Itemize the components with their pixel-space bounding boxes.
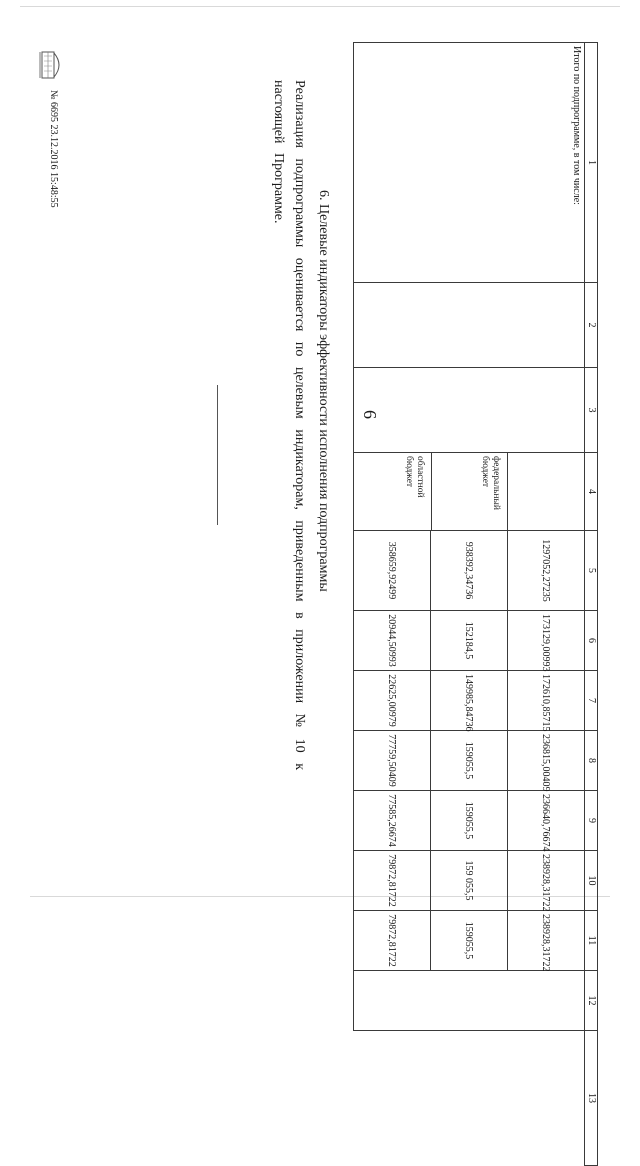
separator-line bbox=[217, 385, 218, 525]
table-cell: 20944,50993 bbox=[354, 611, 431, 671]
table-cell: 152184,5 bbox=[431, 611, 508, 671]
table-cell: 938392,34736 bbox=[431, 531, 508, 611]
header-cell: 1 bbox=[585, 43, 598, 283]
section-heading: 6. Целевые индикаторы эффективности исполнения подпрограммы bbox=[316, 190, 331, 592]
funding-source-total bbox=[507, 453, 584, 530]
empty-cell bbox=[354, 283, 585, 368]
header-cell: 12 bbox=[585, 971, 598, 1031]
header-cell: 8 bbox=[585, 731, 598, 791]
table-cell: 358659,92499 bbox=[354, 531, 431, 611]
table-cell: 159055,5 bbox=[431, 731, 508, 791]
table-cell: 159055,5 bbox=[431, 791, 508, 851]
table-cell: 238928,31722 bbox=[508, 851, 585, 911]
header-cell: 10 bbox=[585, 851, 598, 911]
header-cell: 7 bbox=[585, 671, 598, 731]
page-number: 6 bbox=[360, 410, 380, 419]
funding-source-federal: федеральный бюджет bbox=[431, 453, 508, 530]
table-cell: 173129,00993 bbox=[508, 611, 585, 671]
table-cell: 159055,5 bbox=[431, 911, 508, 971]
table-cell: 172610,85715 bbox=[508, 671, 585, 731]
table-cell: 1297052,27235 bbox=[508, 531, 585, 611]
header-cell: 9 bbox=[585, 791, 598, 851]
section-paragraph: Реализация подпрограммы оценивается по целевым индикаторам, приведенным в приложении № 10 к настоящей Программе. bbox=[271, 80, 307, 770]
header-cell: 4 bbox=[585, 453, 598, 531]
table-cell: 79872,81722 bbox=[354, 911, 431, 971]
scan-artifact-top bbox=[20, 6, 620, 7]
table-cell: 22625,00979 bbox=[354, 671, 431, 731]
document-footer bbox=[30, 48, 70, 308]
header-cell: 5 bbox=[585, 531, 598, 611]
table-cell: 236815,00409 bbox=[508, 731, 585, 791]
header-cell: 3 bbox=[585, 368, 598, 453]
funding-source-regional: областной бюджет bbox=[404, 456, 425, 498]
table-cell: 79872,81722 bbox=[354, 851, 431, 911]
table-cell: 238928,31722 bbox=[508, 911, 585, 971]
ministry-seal-icon bbox=[38, 48, 66, 82]
header-cell: 6 bbox=[585, 611, 598, 671]
empty-cell bbox=[354, 368, 585, 453]
table-cell: 77759,50409 bbox=[354, 731, 431, 791]
header-cell: 2 bbox=[585, 283, 598, 368]
header-cell: 11 bbox=[585, 911, 598, 971]
table-cell: 159 055,5 bbox=[431, 851, 508, 911]
table-cell: 149985,84736 bbox=[431, 671, 508, 731]
budget-table bbox=[353, 42, 598, 1166]
header-cell: 13 bbox=[585, 1031, 598, 1166]
row-label-total: Итого по подпрограмме, в том числе: bbox=[354, 43, 585, 283]
empty-cell bbox=[354, 971, 585, 1031]
table-row bbox=[508, 43, 585, 1166]
funding-source-cell bbox=[354, 453, 585, 531]
table-cell: 77585,26674 bbox=[354, 791, 431, 851]
rotated-content bbox=[10, 40, 610, 1103]
table-cell: 236640,76674 bbox=[508, 791, 585, 851]
document-registration-code: № 6695 23.12.2016 15:48:55 bbox=[48, 90, 59, 208]
table-header-row bbox=[585, 43, 598, 1166]
